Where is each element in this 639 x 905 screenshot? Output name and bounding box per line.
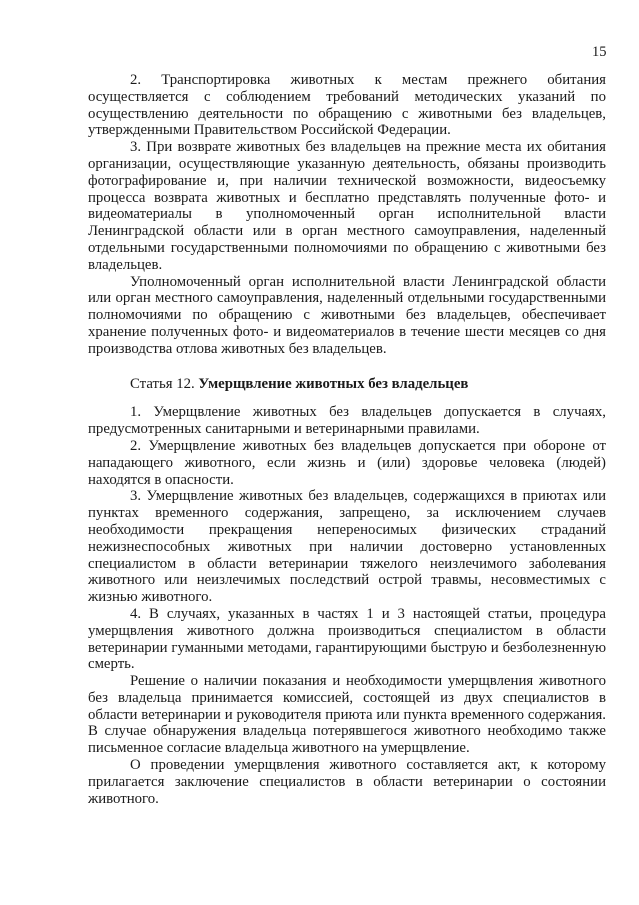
paragraph-transport: 2. Транспортировка животных к местам прежнего обитания осуществляется с соблюдением требований методических указаний по осуществлению деятельности по обращению с животными без владельцев, утвержденными Правительством Российской Федерации. bbox=[88, 72, 606, 139]
paragraph-act: О проведении умерщвления животного составляется акт, к которому прилагается заключение специалистов в области ветеринарии о состоянии животного. bbox=[88, 757, 606, 807]
paragraph-item-3: 3. Умерщвление животных без владельцев, содержащихся в приютах или пунктах временного содержания, запрещено, за исключением случаев необходимости прекращения непереносимых физических страданий нежизнеспособных животных при наличии достоверно установленных специалистом в области ветеринарии тяжелого неизлечимого заболевания животного или неизлечимых последствий острой травмы, несовместимых с жизнью животного. bbox=[88, 488, 606, 606]
paragraph-item-1: 1. Умерщвление животных без владельцев допускается в случаях, предусмотренных санитарными и ветеринарными правилами. bbox=[88, 404, 606, 438]
page-number: 15 bbox=[592, 44, 607, 60]
article-heading bbox=[88, 376, 606, 393]
document-body bbox=[88, 72, 606, 807]
paragraph-return: 3. При возврате животных без владельцев на прежние места их обитания организации, осуществляющие указанную деятельность, обязаны производить фотографирование и, при наличии технической возможности, видеосъемку процесса возврата животных и бесплатно представлять полученные фото- и видеоматериалы в уполномоченный орган исполнительной власти Ленинградской области или в орган местного самоуправления, наделенный отдельными государственными полномочиями по обращению с животными без владельцев. bbox=[88, 139, 606, 273]
paragraph-commission: Решение о наличии показания и необходимости умерщвления животного без владельца принимается комиссией, состоящей из двух специалистов в области ветеринарии и руководителя приюта или пункта временного содержания. В случае обнаружения владельца потерявшегося животного необходимо также письменное согласие владельца животного на умерщвление. bbox=[88, 673, 606, 757]
article-number: Статья 12. bbox=[130, 375, 199, 392]
paragraph-item-2: 2. Умерщвление животных без владельцев допускается при обороне от нападающего животного, если жизнь и (или) здоровье человека (людей) находятся в опасности. bbox=[88, 437, 606, 488]
paragraph-storage: Уполномоченный орган исполнительной власти Ленинградской области или орган местного самоуправления, наделенный отдельными государственными полномочиями по обращению с животными без владельцев, обеспечивает хранение полученных фото- и видеоматериалов в течение шести месяцев со дня производства отлова животных без владельцев. bbox=[88, 273, 606, 357]
paragraph-item-4: 4. В случаях, указанных в частях 1 и 3 настоящей статьи, процедура умерщвления животного должна производиться специалистом в области ветеринарии гуманными методами, гарантирующими быструю и безболезненную смерть. bbox=[88, 605, 606, 673]
article-title: Умерщвление животных без владельцев bbox=[198, 375, 469, 392]
